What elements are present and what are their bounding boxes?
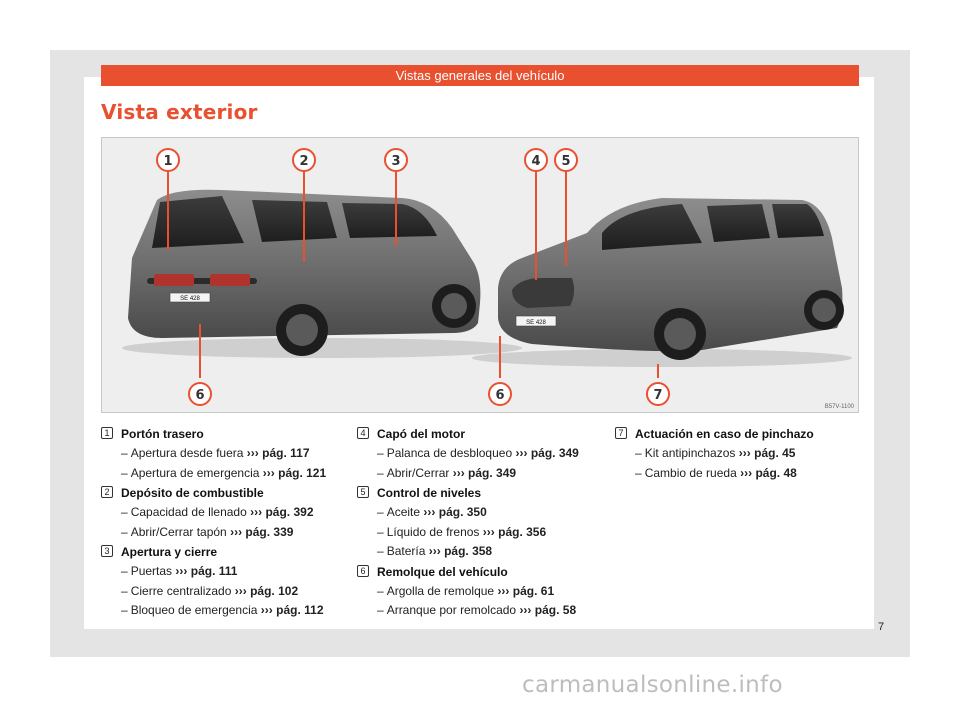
arrow-icon: ››› bbox=[423, 505, 436, 519]
reference-text: Abrir/Cerrar bbox=[386, 465, 450, 480]
reference-text: Kit antipinchazos bbox=[644, 446, 736, 460]
reference-line bbox=[635, 444, 855, 464]
dash-bullet: – bbox=[377, 465, 384, 480]
item-heading: Depósito de combustible bbox=[121, 486, 264, 500]
arrow-icon: ››› bbox=[246, 446, 259, 460]
arrow-icon: ››› bbox=[740, 465, 753, 480]
reference-text: Cierre centralizado bbox=[130, 583, 232, 598]
page-reference-link[interactable]: pág. 48 bbox=[755, 465, 797, 480]
reference-line bbox=[121, 444, 341, 464]
legend-item bbox=[357, 483, 597, 562]
front-car bbox=[472, 198, 852, 367]
item-heading: Remolque del vehículo bbox=[377, 564, 508, 579]
legend-item bbox=[101, 542, 341, 621]
item-heading: Capó del motor bbox=[377, 427, 466, 441]
arrow-icon: ››› bbox=[234, 583, 247, 598]
legend-item bbox=[101, 483, 341, 542]
reference-text: Arranque por remolcado bbox=[386, 603, 517, 617]
callout-6-rear bbox=[189, 383, 211, 405]
reference-line bbox=[121, 464, 341, 484]
legend-item bbox=[357, 562, 597, 621]
page-reference-link[interactable]: pág. 339 bbox=[245, 524, 294, 539]
callout-3 bbox=[385, 149, 407, 171]
legend-column-3 bbox=[615, 424, 855, 483]
page-reference-link[interactable]: pág. 58 bbox=[534, 603, 577, 617]
item-heading: Control de niveles bbox=[377, 486, 482, 500]
callout-6-front-label: 6 bbox=[495, 388, 505, 403]
dash-bullet: – bbox=[377, 603, 384, 617]
dash-bullet: – bbox=[121, 505, 128, 519]
legend-item bbox=[615, 424, 855, 483]
callout-7-label: 7 bbox=[653, 388, 663, 403]
reference-text: Batería bbox=[386, 544, 426, 558]
reference-text: Argolla de remolque bbox=[386, 583, 495, 598]
callout-2 bbox=[293, 149, 315, 171]
reference-line bbox=[377, 601, 597, 621]
dash-bullet: – bbox=[377, 524, 384, 539]
reference-line bbox=[121, 601, 341, 621]
dash-bullet: – bbox=[377, 544, 384, 558]
figure-code: B57V-1100 bbox=[824, 404, 854, 410]
legend-column-2 bbox=[357, 424, 597, 621]
reference-text: Puertas bbox=[130, 564, 173, 578]
page-number: 7 bbox=[878, 621, 885, 633]
reference-text: Apertura desde fuera bbox=[130, 446, 244, 460]
reference-text: Capacidad de llenado bbox=[130, 505, 247, 519]
item-number-badge: 1 bbox=[101, 427, 113, 439]
page-reference-link[interactable]: pág. 392 bbox=[265, 505, 314, 519]
reference-line bbox=[121, 503, 341, 523]
callout-3-label: 3 bbox=[391, 154, 401, 169]
page-reference-link[interactable]: pág. 350 bbox=[438, 505, 487, 519]
dash-bullet: – bbox=[121, 603, 128, 617]
vehicle-exterior-figure bbox=[101, 137, 859, 413]
arrow-icon: ››› bbox=[515, 446, 528, 460]
section-banner: Vistas generales del vehículo bbox=[101, 65, 859, 86]
page-reference-link[interactable]: pág. 111 bbox=[190, 564, 238, 578]
reference-line bbox=[121, 582, 341, 602]
item-heading: Actuación en caso de pinchazo bbox=[635, 427, 814, 441]
page-reference-link[interactable]: pág. 61 bbox=[512, 583, 555, 598]
reference-text: Cambio de rueda bbox=[644, 465, 737, 480]
item-number-badge: 7 bbox=[615, 427, 627, 439]
callout-1-label: 1 bbox=[163, 154, 173, 169]
reference-text: Líquido de frenos bbox=[386, 524, 480, 539]
item-number-badge: 4 bbox=[357, 427, 369, 439]
page-reference-link[interactable]: pág. 349 bbox=[530, 446, 579, 460]
item-heading: Portón trasero bbox=[121, 427, 204, 441]
arrow-icon: ››› bbox=[738, 446, 751, 460]
page-reference-link[interactable]: pág. 356 bbox=[498, 524, 547, 539]
dash-bullet: – bbox=[635, 465, 642, 480]
reference-line bbox=[635, 464, 855, 484]
arrow-icon: ››› bbox=[519, 603, 532, 617]
reference-line bbox=[377, 464, 597, 484]
reference-text: Abrir/Cerrar tapón bbox=[130, 524, 227, 539]
arrow-icon: ››› bbox=[175, 564, 188, 578]
callout-5-label: 5 bbox=[561, 154, 571, 169]
rear-license-plate: SE 428 bbox=[180, 296, 200, 302]
dash-bullet: – bbox=[121, 583, 128, 598]
dash-bullet: – bbox=[121, 524, 128, 539]
callout-2-label: 2 bbox=[299, 154, 309, 169]
callout-4-label: 4 bbox=[531, 154, 541, 169]
arrow-icon: ››› bbox=[497, 583, 510, 598]
arrow-icon: ››› bbox=[452, 465, 465, 480]
page-title: Vista exterior bbox=[101, 100, 258, 124]
vehicle-illustration bbox=[102, 138, 859, 413]
item-number-badge: 6 bbox=[357, 565, 369, 577]
arrow-icon: ››› bbox=[250, 505, 263, 519]
item-number-badge: 3 bbox=[101, 545, 113, 557]
reference-line bbox=[377, 444, 597, 464]
reference-line bbox=[377, 523, 597, 543]
page-reference-link[interactable]: pág. 112 bbox=[276, 603, 324, 617]
arrow-icon: ››› bbox=[230, 524, 243, 539]
reference-line bbox=[377, 582, 597, 602]
reference-text: Bloqueo de emergencia bbox=[130, 603, 258, 617]
rear-car bbox=[122, 190, 522, 358]
dash-bullet: – bbox=[121, 446, 128, 460]
dash-bullet: – bbox=[377, 583, 384, 598]
item-number-badge: 2 bbox=[101, 486, 113, 498]
page-reference-link[interactable]: pág. 45 bbox=[754, 446, 796, 460]
dash-bullet: – bbox=[377, 505, 384, 519]
item-heading: Apertura y cierre bbox=[121, 545, 218, 559]
page-reference-link[interactable]: pág. 349 bbox=[468, 465, 517, 480]
callout-5 bbox=[555, 149, 577, 171]
page-reference-link[interactable]: pág. 358 bbox=[444, 544, 493, 558]
reference-line bbox=[377, 503, 597, 523]
dash-bullet: – bbox=[121, 564, 128, 578]
front-license-plate: SE 428 bbox=[526, 320, 546, 326]
legend-column-1 bbox=[101, 424, 341, 621]
arrow-icon: ››› bbox=[482, 524, 495, 539]
callout-4 bbox=[525, 149, 547, 171]
reference-line bbox=[121, 523, 341, 543]
legend-item bbox=[357, 424, 597, 483]
reference-text: Palanca de desbloqueo bbox=[386, 446, 513, 460]
page-reference-link[interactable]: pág. 102 bbox=[250, 583, 299, 598]
reference-text: Aceite bbox=[386, 505, 421, 519]
arrow-icon: ››› bbox=[260, 603, 273, 617]
page-reference-link[interactable]: pág. 121 bbox=[278, 465, 327, 480]
reference-line bbox=[377, 542, 597, 562]
arrow-icon: ››› bbox=[262, 465, 275, 480]
legend-item bbox=[101, 424, 341, 483]
page-reference-link[interactable]: pág. 117 bbox=[262, 446, 310, 460]
reference-text: Apertura de emergencia bbox=[130, 465, 260, 480]
dash-bullet: – bbox=[635, 446, 642, 460]
item-number-badge: 5 bbox=[357, 486, 369, 498]
callout-7 bbox=[647, 383, 669, 405]
watermark: carmanualsonline.info bbox=[522, 672, 783, 698]
dash-bullet: – bbox=[377, 446, 384, 460]
arrow-icon: ››› bbox=[428, 544, 441, 558]
callout-6-rear-label: 6 bbox=[195, 388, 205, 403]
dash-bullet: – bbox=[121, 465, 128, 480]
reference-line bbox=[121, 562, 341, 582]
callout-1 bbox=[157, 149, 179, 171]
callout-6-front bbox=[489, 383, 511, 405]
